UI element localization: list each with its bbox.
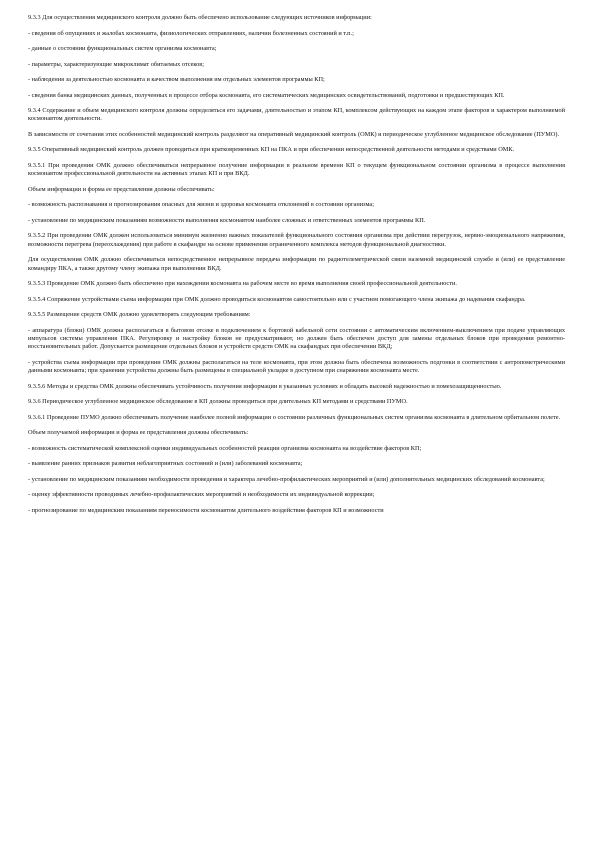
paragraph: 9.3.5.2 При проведении ОМК должен использоваться минимум жизненно важных показателей функционального состояния организма при действии перегрузок, нервно-эмоционального напряжения, возможности перегрева (переохлаждения) при работе в скафандре на основе применения ограниченного комплекса методов функциональной диагностики. bbox=[28, 232, 565, 248]
paragraph: - наблюдения за деятельностью космонавта и качеством выполнения им отдельных элементов программы КП; bbox=[28, 76, 325, 83]
paragraph: 9.3.5.6 Методы и средства ОМК должны обеспечивать устойчивость получения информации в указанных условиях и обладать высокой надежностью и помехозащищенностью. bbox=[28, 382, 502, 390]
paragraph: - аппаратура (блоки) ОМК должна располагаться в бытовом отсеке в подключением к бортовой кабельной сети состоянии с автоматическим включением-выключением при подаче управляющих импульсов системы управления ПКА. Регулировку и настройку блоков не предусматривают, но должен быть обеспечен доступ для замены отдельных блоков при проведении ремонтно-восстановительных работ. Допускается размещение отдельных блоков и устройств средств ОМК на скафандрах при обеспечении ВКД; bbox=[28, 326, 565, 351]
paragraph: - устройства съема информации при проведении ОМК должны располагаться на теле космонавта, при этом должна быть обеспечена возможность подгонки в соответствии с антропометрическими данными космонавта; при хранении устройства должны быть размещены в специальной укладке в доступном при снаряжении космонавта месте. bbox=[28, 358, 565, 375]
paragraph: 9.3.5.4 Сопряжение устройствами съема информации при ОМК должно проводиться космонавтом самостоятельно или с участием помогающего члена экипажа до надевания скафандра. bbox=[28, 295, 526, 303]
paragraph: - сведения банка медицинских данных, полученных в процессе отбора космонавта, его систематических медицинских освидетельствований, подготовки и предшествующих КП. bbox=[28, 91, 505, 99]
paragraph: В зависимости от сочетания этих особенностей медицинский контроль разделяют на оперативный медицинский контроль (ОМК) и периодическое углубленное медицинское обследование (ПУМО). bbox=[28, 130, 560, 138]
paragraph: 9.3.6 Периодическое углубленное медицинское обследование в КП должны проводиться при длительных КП методами и средствами ПУМО. bbox=[28, 398, 408, 406]
paragraph: Объем информации и форма ее представления должны обеспечивать: bbox=[28, 185, 215, 193]
paragraph: 9.3.3 Для осуществления медицинского контроля должно быть обеспечено использование следующих источников информации: bbox=[28, 14, 372, 21]
paragraph: Объем получаемой информации и форма ее представления должны обеспечивать: bbox=[28, 429, 249, 437]
paragraph: - сведения об опущениях и жалобах космонавта, физиологических отправлениях, наличии болезненных состояний и т.п.; bbox=[28, 29, 354, 37]
paragraph: - оценку эффективности проводимых лечебно-профилактических мероприятий и необходимости их индивидуальной коррекции; bbox=[28, 491, 375, 499]
paragraph: - установление по медицинским показаниям необходимости проведения и характера лечебно-профилактических мероприятий и (или) дополнительных медицинских обследований космонавта; bbox=[28, 475, 545, 483]
paragraph: - прогнозирование по медицинским показаниям переносимости космонавтом длительного воздействия факторов КП и возможности bbox=[28, 506, 384, 514]
paragraph: - параметры, характеризующие микроклимат обитаемых отсеков; bbox=[28, 60, 204, 68]
paragraph: - установление по медицинским показаниям возможности выполнения космонавтом наиболее сложных и ответственных элементов программы КП. bbox=[28, 216, 426, 224]
paragraph: - возможность распознавания и прогнозирования опасных для жизни и здоровья космонавта отклонений в состоянии организма; bbox=[28, 201, 374, 209]
paragraph: 9.3.4 Содержание и объем медицинского контроля должны определяться его задачами, длительностью и этапом КП, комплексом действующих на каждом этапе факторов и характером выполняемой космонавтом деятельности. bbox=[28, 107, 565, 123]
document-page bbox=[28, 14, 565, 522]
paragraph: 9.3.5 Оперативный медицинский контроль должен проводиться при кратковременных КП на ПКА и при обеспечении непосредственной деятельности методами и средствами ОМК. bbox=[28, 146, 515, 154]
paragraph: - данные о состоянии функциональных систем организма космонавта; bbox=[28, 45, 217, 52]
paragraph: 9.3.5.3 Проведение ОМК должно быть обеспечено при нахождении космонавта на рабочем месте во время выполнения своей профессиональной деятельности. bbox=[28, 280, 457, 288]
paragraph: Для осуществления ОМК должно обеспечиваться непосредственное непрерывное передача информации по радиотелеметрической связи наземной медицинской службе и (или) ее представление командиру ПКА, а также другому члену экипажа при выполнении ВКД. bbox=[28, 256, 565, 272]
paragraph: 9.3.5.5 Размещение средств ОМК должно удовлетворять следующим требованиям: bbox=[28, 311, 251, 319]
paragraph: 9.3.6.1 Проведение ПУМО должно обеспечивать получение наиболее полной информации о состоянии различных функциональных систем организма космонавта в длительном орбитальном полете. bbox=[28, 413, 561, 421]
paragraph: - возможность систематической комплексной оценки индивидуальных особенностей реакции организма космонавта на воздействие факторов КП; bbox=[28, 444, 422, 452]
paragraph: 9.3.5.1 При проведении ОМК должно обеспечиваться непрерывное получение информации в реальном времени КП о текущем функциональном состоянии организма в процессе выполнения космонавтом профессиональной деятельности на активных этапах КП и при ВКД. bbox=[28, 161, 565, 178]
paragraph: - выявление ранних признаков развития неблагоприятных состояний и (или) заболеваний космонавта; bbox=[28, 460, 303, 468]
